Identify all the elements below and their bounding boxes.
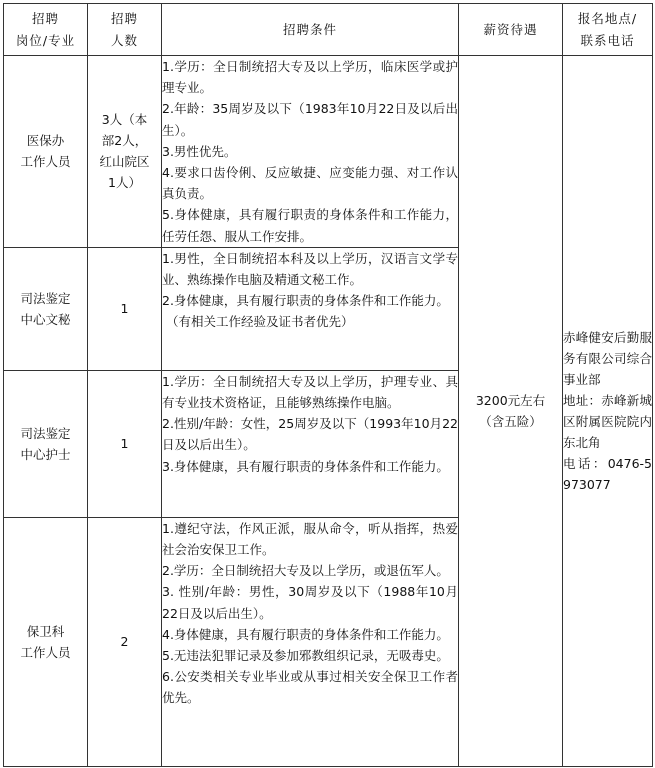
condition-item: 3.男性优先。 — [162, 143, 237, 159]
count-line: 红山院区 — [99, 154, 150, 170]
count-line: 1人） — [108, 175, 141, 191]
position-line: 工作人员 — [20, 154, 71, 170]
contact-phone: 电话：0476-5973077 — [563, 455, 652, 492]
salary-cell — [459, 56, 563, 767]
condition-item: 6.公安类相关专业毕业或从事过相关安全保卫工作者优先。 — [162, 669, 458, 706]
condition-item: 5.身体健康，具有履行职责的身体条件和工作能力，任劳任怨、服从工作安排。 — [162, 207, 458, 244]
header-contact — [563, 4, 653, 56]
salary-amount: 3200元左右 — [475, 392, 546, 408]
header-conditions: 招聘条件 — [162, 4, 459, 56]
contact-company: 赤峰健安后勤服务有限公司综合事业部 — [563, 329, 652, 387]
conditions-cell — [162, 56, 459, 248]
table-row — [4, 56, 653, 248]
count-cell: 2 — [88, 517, 162, 766]
header-position — [4, 4, 88, 56]
count-line: 3人（本 — [101, 112, 148, 128]
condition-item: 3. 性别/年龄：男性，30周岁及以下（1988年10月22日及以后出生）。 — [162, 584, 458, 621]
salary-note: （含五险） — [479, 413, 542, 429]
contact-address: 地址：赤峰新城区附属医院院内东北角 — [563, 392, 652, 450]
conditions-cell — [162, 370, 459, 517]
position-line: 中心文秘 — [20, 311, 71, 327]
condition-item: 1.遵纪守法，作风正派，服从命令，听从指挥，热爱社会治安保卫工作。 — [162, 520, 458, 558]
condition-item: 1.学历：全日制统招大专及以上学历，护理专业、具有专业技术资格证，且能够熟练操作电脑。 — [162, 373, 458, 411]
header-count — [88, 4, 162, 56]
header-count-line2: 人数 — [110, 32, 138, 48]
header-contact-line1: 报名地点/ — [577, 10, 638, 26]
condition-item: 5.无违法犯罪记录及参加邪教组织记录，无吸毒史。 — [162, 648, 449, 664]
condition-item: 2.性别/年龄：女性，25周岁及以下（1993年10月22日及以后出生）。 — [162, 416, 458, 453]
header-count-line1: 招聘 — [110, 10, 138, 26]
header-contact-line2: 联系电话 — [580, 32, 635, 48]
header-row — [4, 4, 653, 56]
condition-item: 1.男性，全日制统招本科及以上学历，汉语言文学专业、熟练操作电脑及精通文秘工作。 — [162, 250, 458, 288]
header-position-line1: 招聘 — [31, 10, 59, 26]
count-line: 部2人， — [101, 133, 148, 149]
condition-item: 4.身体健康，具有履行职责的身体条件和工作能力。 — [162, 626, 449, 642]
count-cell: 1 — [88, 370, 162, 517]
condition-item: 2.身体健康，具有履行职责的身体条件和工作能力。 — [162, 293, 449, 309]
condition-note: （有相关工作经验及证书者优先） — [166, 314, 354, 330]
header-position-line2: 岗位/专业 — [15, 32, 76, 48]
condition-item: 4.要求口齿伶俐、反应敏捷、应变能力强、对工作认真负责。 — [162, 165, 458, 202]
condition-item: 1.学历：全日制统招大专及以上学历，临床医学或护理专业。 — [162, 59, 458, 96]
position-cell — [4, 517, 88, 766]
recruitment-table — [3, 3, 653, 767]
contact-cell — [563, 56, 653, 767]
conditions-cell — [162, 517, 459, 766]
condition-item: 2.学历：全日制统招大专及以上学历，或退伍军人。 — [162, 563, 449, 579]
position-line: 司法鉴定 — [20, 425, 71, 441]
position-cell — [4, 247, 88, 370]
count-cell — [88, 56, 162, 248]
position-line: 医保办 — [26, 133, 65, 149]
position-line: 工作人员 — [20, 644, 71, 660]
position-line: 保卫科 — [26, 623, 65, 639]
condition-item: 3.身体健康，具有履行职责的身体条件和工作能力。 — [162, 458, 449, 474]
position-cell — [4, 370, 88, 517]
position-line: 司法鉴定 — [20, 290, 71, 306]
position-cell — [4, 56, 88, 248]
condition-item: 2.年龄：35周岁及以下（1983年10月22日及以后出生）。 — [162, 101, 458, 138]
header-salary: 薪资待遇 — [459, 4, 563, 56]
position-line: 中心护士 — [20, 446, 71, 462]
conditions-cell — [162, 247, 459, 370]
count-cell: 1 — [88, 247, 162, 370]
